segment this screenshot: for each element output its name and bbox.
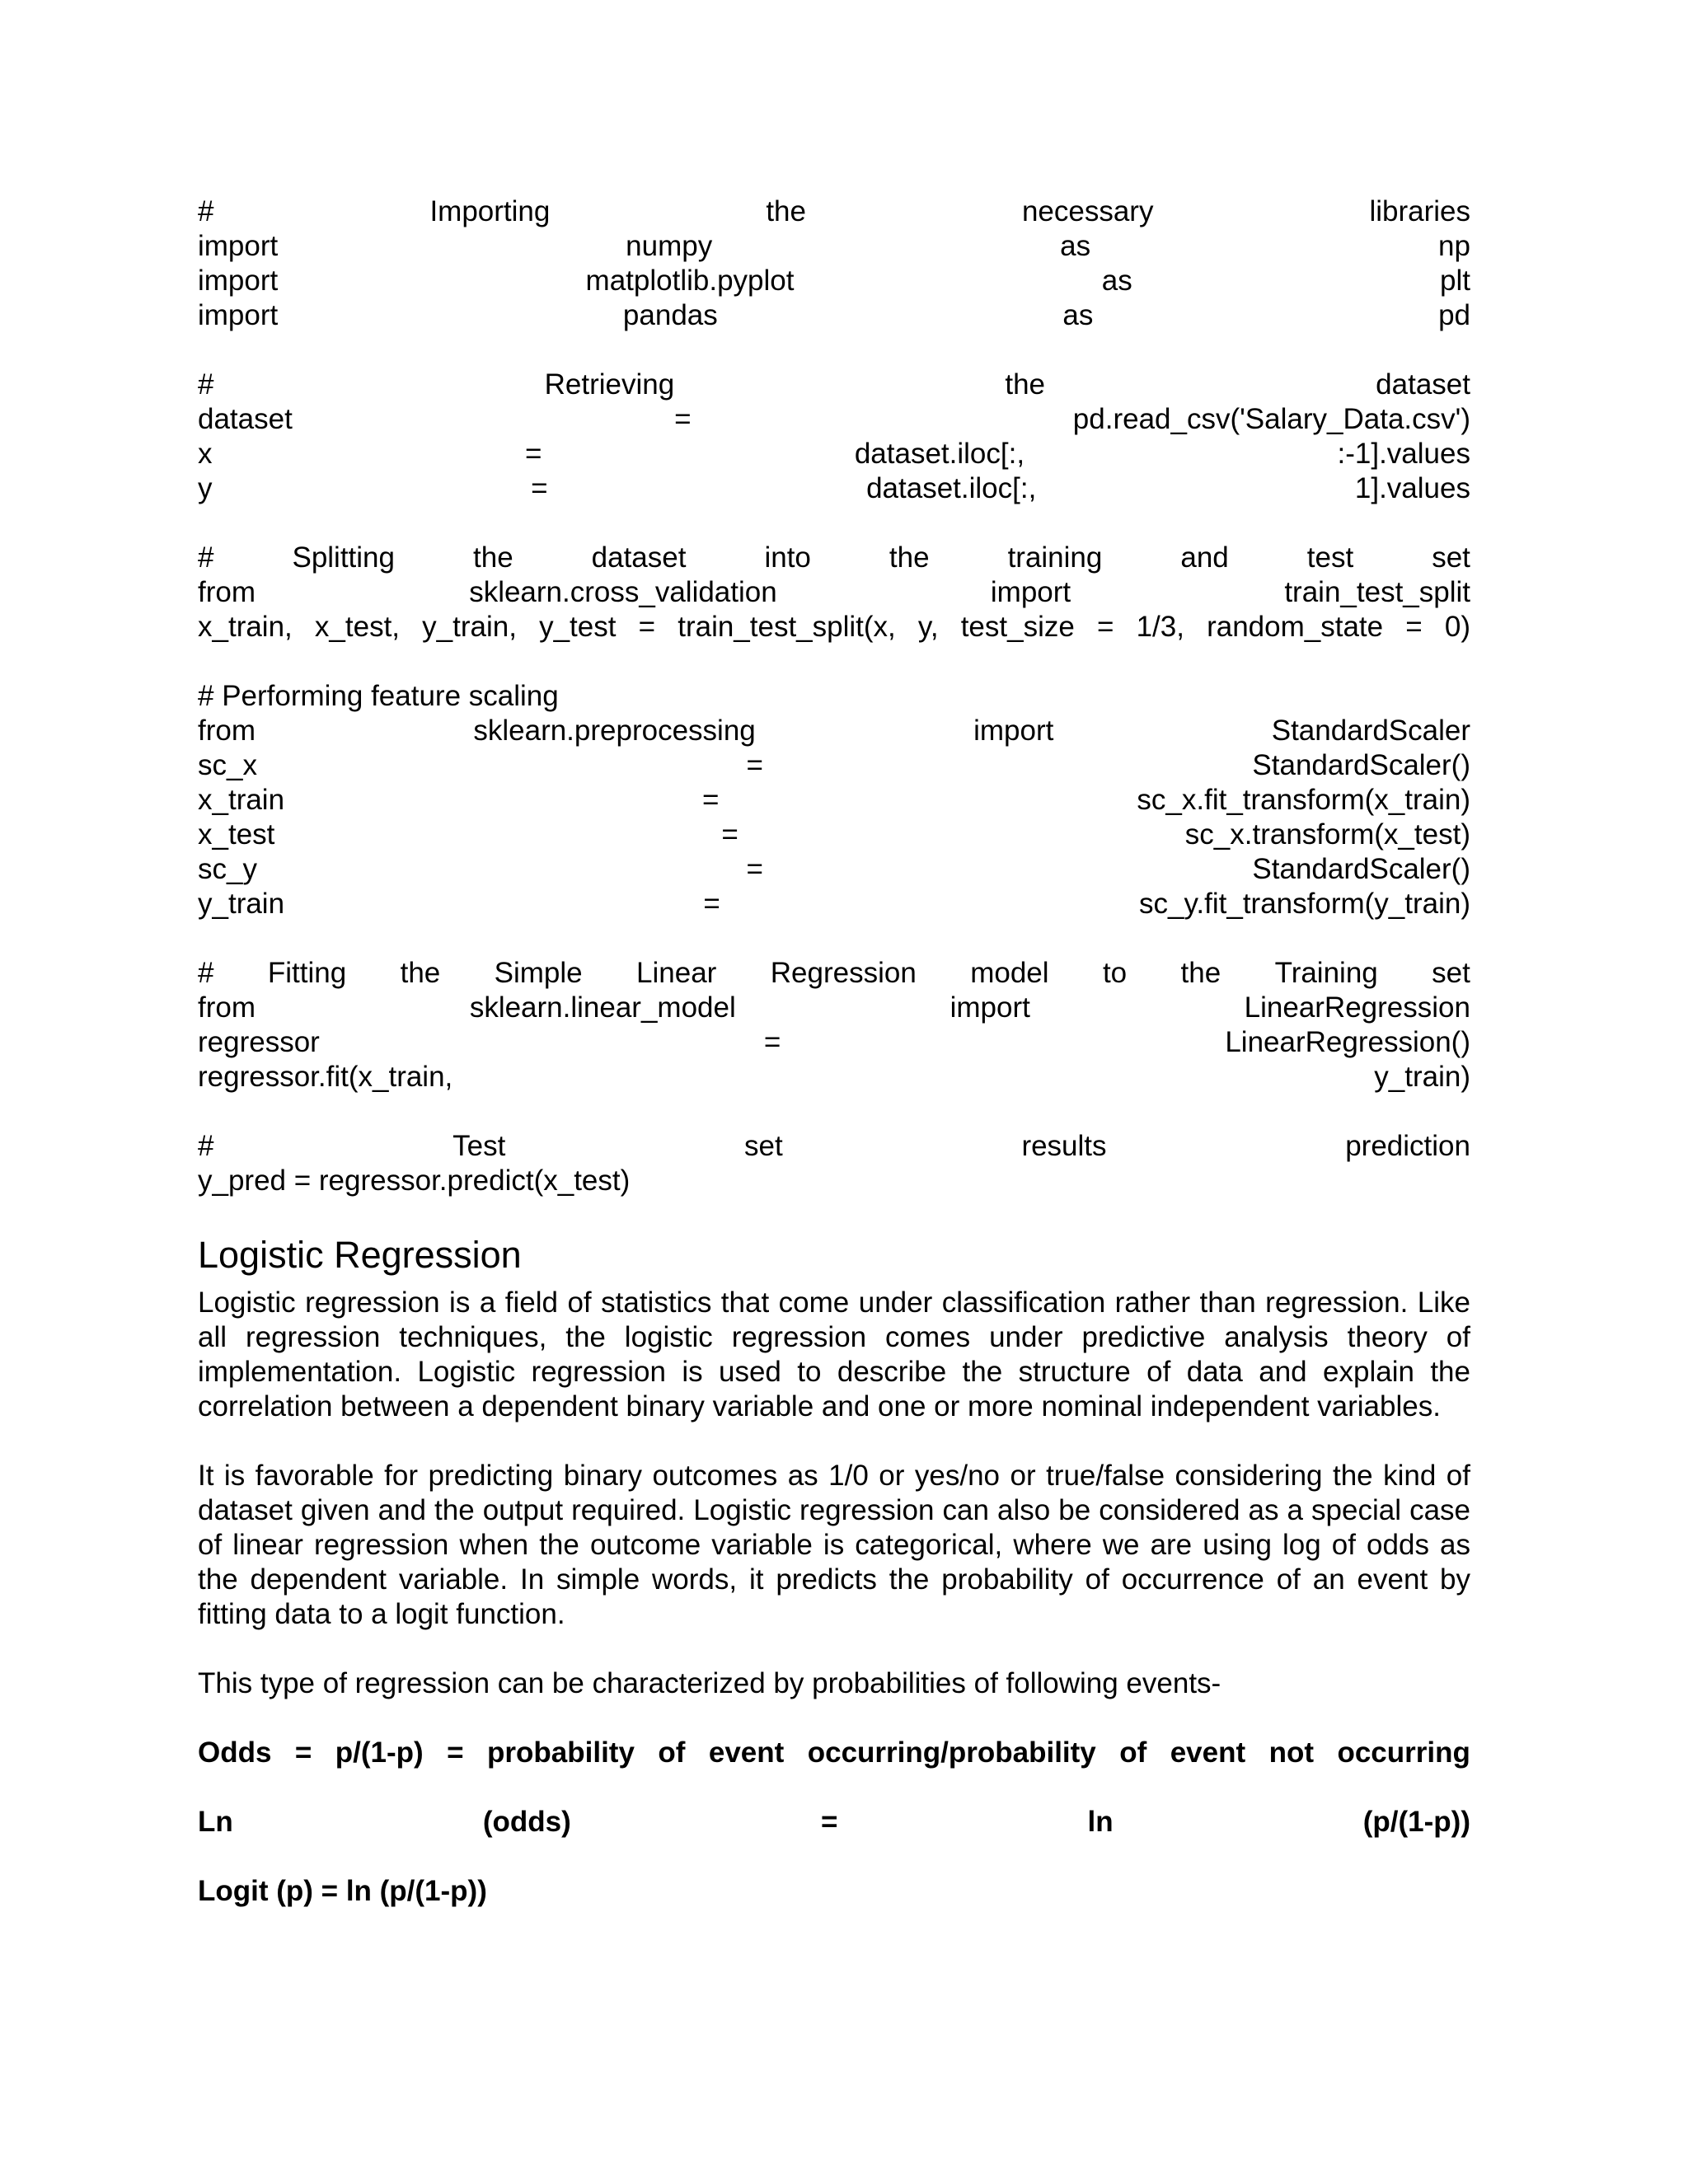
code-token: the <box>889 541 930 574</box>
code-token: x <box>198 438 213 470</box>
code-token: sc_x <box>198 749 257 781</box>
code-token: Simple <box>494 957 583 989</box>
formula-token: (p/(1-p)) <box>1362 1806 1470 1838</box>
formula-line <box>198 1874 1470 1909</box>
code-token: random_state <box>1207 611 1384 643</box>
code-block <box>198 194 1470 333</box>
formula-token: event <box>708 1736 785 1769</box>
code-token: from <box>198 715 256 747</box>
code-line <box>198 471 1470 506</box>
code-token: import <box>198 230 279 262</box>
code-token: the <box>1005 368 1046 401</box>
code-token: libraries <box>1369 195 1470 227</box>
code-token: sklearn.linear_model <box>469 991 736 1024</box>
code-token: regressor.fit(x_train, <box>198 1061 453 1093</box>
code-token: Splitting <box>292 541 395 574</box>
code-token: = <box>746 853 763 885</box>
code-line <box>198 991 1470 1025</box>
code-line <box>198 1060 1470 1094</box>
code-token: # <box>198 195 214 227</box>
code-token: set <box>1432 957 1470 989</box>
code-line <box>198 264 1470 298</box>
code-token: LinearRegression <box>1244 991 1470 1024</box>
paragraph-intro: Logistic regression is a field of statistics that come under classification rather than regression. Like all regression techniques, the logistic regression comes under predictive analysis theory of implementation. Logistic regression is used to describe the structure of data and explain the correlation between a dependent binary variable and one or more nominal independent variables. <box>198 1286 1470 1422</box>
code-token: 1/3, <box>1136 611 1184 643</box>
code-token: StandardScaler <box>1271 715 1470 747</box>
code-token: dataset.iloc[:, <box>854 438 1025 470</box>
code-line <box>198 437 1470 471</box>
code-token: the <box>400 957 441 989</box>
code-token: x_train <box>198 784 285 816</box>
code-line <box>198 298 1470 333</box>
code-block <box>198 956 1470 1094</box>
code-line <box>198 852 1470 887</box>
code-token: y_train, <box>422 611 517 643</box>
code-token: import <box>198 299 279 331</box>
paragraph-events: This type of regression can be characterized by probabilities of following events- <box>198 1667 1221 1699</box>
code-token: # Performing feature scaling <box>198 680 559 712</box>
code-token: matplotlib.pyplot <box>585 265 795 297</box>
code-token: y_train <box>198 888 285 920</box>
code-token: 0) <box>1444 611 1470 643</box>
formula-token: occurring/probability <box>807 1736 1096 1769</box>
code-token: = <box>703 888 720 920</box>
formula-token: Ln <box>198 1806 233 1838</box>
formula-token: occurring <box>1337 1736 1470 1769</box>
code-token: to <box>1102 957 1128 989</box>
code-token: sc_y <box>198 853 257 885</box>
code-token: dataset <box>198 403 293 435</box>
code-block <box>198 1129 1470 1198</box>
code-token: plt <box>1440 265 1470 297</box>
formula-token: = <box>820 1806 838 1838</box>
code-block <box>198 368 1470 506</box>
formula-token: Logit (p) = ln (p/(1-p)) <box>198 1875 487 1907</box>
code-token: as <box>1062 299 1094 331</box>
code-line <box>198 679 1470 714</box>
code-token: sklearn.cross_validation <box>469 576 777 608</box>
code-token: train_test_split <box>1284 576 1470 608</box>
code-token: model <box>970 957 1049 989</box>
code-token: pd <box>1438 299 1470 331</box>
code-token: train_test_split(x, <box>678 611 896 643</box>
formula-token: ln <box>1087 1806 1114 1838</box>
code-token: # <box>198 1130 214 1162</box>
code-token: sc_x.transform(x_test) <box>1184 818 1470 851</box>
code-token: = <box>763 1026 781 1058</box>
code-token: dataset <box>591 541 687 574</box>
code-token: from <box>198 991 256 1024</box>
code-line <box>198 1164 1470 1198</box>
code-token: x_test <box>198 818 275 851</box>
code-token: dataset.iloc[:, <box>866 472 1037 504</box>
code-token: Linear <box>636 957 717 989</box>
code-block <box>198 541 1470 644</box>
code-token: results <box>1021 1130 1107 1162</box>
section-title: Logistic Regression <box>198 1234 522 1276</box>
formula-token: of <box>1119 1736 1147 1769</box>
formula-token: not <box>1268 1736 1314 1769</box>
code-token: np <box>1438 230 1470 262</box>
paragraph-binary-outcomes: It is favorable for predicting binary outcomes as 1/0 or yes/no or true/false considering the kind of dataset given and the output required. Logistic regression can also be considered as a special case of linear regression when the outcome variable is categorical, where we are using log of odds as the dependent variable. In simple words, it predicts the probability of occurrence of an event by fitting data to a logit function. <box>198 1460 1470 1630</box>
code-line <box>198 229 1470 264</box>
code-token: Test <box>452 1130 506 1162</box>
formula-token: = <box>447 1736 464 1769</box>
code-token: = <box>721 818 738 851</box>
code-token: test <box>1306 541 1354 574</box>
code-token: = <box>638 611 656 643</box>
formula-list <box>198 1736 1470 1909</box>
code-token: test_size <box>960 611 1075 643</box>
code-token: x_test, <box>314 611 401 643</box>
code-token: = <box>702 784 720 816</box>
code-token: Regression <box>770 957 917 989</box>
code-token: pd.read_csv('Salary_Data.csv') <box>1072 403 1470 435</box>
code-token: sc_x.fit_transform(x_train) <box>1137 784 1470 816</box>
code-token: = <box>524 438 542 470</box>
code-line <box>198 748 1470 783</box>
code-line <box>198 818 1470 852</box>
code-token: y_test <box>539 611 617 643</box>
code-token: the <box>473 541 513 574</box>
code-token: y <box>198 472 213 504</box>
code-token: the <box>1180 957 1221 989</box>
code-line <box>198 610 1470 644</box>
document-page <box>198 194 1470 1943</box>
code-token: from <box>198 576 256 608</box>
code-token: set <box>744 1130 783 1162</box>
code-token: Fitting <box>267 957 347 989</box>
code-token: the <box>766 195 806 227</box>
code-token: Retrieving <box>544 368 675 401</box>
formula-line <box>198 1805 1470 1840</box>
code-token: StandardScaler() <box>1252 749 1470 781</box>
code-token: StandardScaler() <box>1252 853 1470 885</box>
code-token: dataset <box>1376 368 1470 401</box>
code-token: and <box>1180 541 1229 574</box>
code-line <box>198 783 1470 818</box>
formula-token: of <box>658 1736 686 1769</box>
code-token: import <box>990 576 1071 608</box>
code-token: = <box>674 403 692 435</box>
code-token: sklearn.preprocessing <box>473 715 756 747</box>
code-token: necessary <box>1021 195 1154 227</box>
code-token: as <box>1060 230 1091 262</box>
code-listing <box>198 194 1470 1198</box>
code-line <box>198 541 1470 575</box>
formula-line <box>198 1736 1470 1770</box>
code-token: prediction <box>1345 1130 1470 1162</box>
code-token: # <box>198 368 214 401</box>
code-line <box>198 194 1470 229</box>
code-line <box>198 575 1470 610</box>
formula-token: (odds) <box>482 1806 571 1838</box>
formula-token: event <box>1170 1736 1246 1769</box>
code-token: = <box>531 472 548 504</box>
code-line <box>198 1129 1470 1164</box>
code-token: = <box>1096 611 1114 643</box>
code-block <box>198 679 1470 921</box>
code-token: x_train, <box>198 611 293 643</box>
formula-token: p/(1-p) <box>335 1736 424 1769</box>
code-token: Training <box>1274 957 1378 989</box>
code-token: y_train) <box>1374 1061 1470 1093</box>
code-token: import <box>973 715 1054 747</box>
code-token: set <box>1432 541 1470 574</box>
code-line <box>198 956 1470 991</box>
code-token: regressor <box>198 1026 320 1058</box>
code-token: import <box>950 991 1030 1024</box>
code-token: training <box>1007 541 1103 574</box>
code-token: # <box>198 957 214 989</box>
code-token: y_pred = regressor.predict(x_test) <box>198 1165 631 1197</box>
code-token: sc_y.fit_transform(y_train) <box>1139 888 1470 920</box>
code-token: numpy <box>626 230 713 262</box>
code-line <box>198 714 1470 748</box>
formula-token: probability <box>487 1736 635 1769</box>
code-token: :-1].values <box>1337 438 1470 470</box>
code-token: = <box>746 749 763 781</box>
code-token: into <box>764 541 811 574</box>
code-token: import <box>198 265 279 297</box>
code-line <box>198 1025 1470 1060</box>
code-token: 1].values <box>1354 472 1470 504</box>
code-token: Importing <box>429 195 551 227</box>
formula-token: Odds <box>198 1736 272 1769</box>
code-token: LinearRegression() <box>1225 1026 1470 1058</box>
code-token: = <box>1405 611 1423 643</box>
code-token: as <box>1101 265 1132 297</box>
code-line <box>198 402 1470 437</box>
code-token: pandas <box>622 299 718 331</box>
formula-token: = <box>294 1736 312 1769</box>
code-token: # <box>198 541 214 574</box>
code-token: y, <box>917 611 939 643</box>
code-line <box>198 887 1470 921</box>
code-line <box>198 368 1470 402</box>
